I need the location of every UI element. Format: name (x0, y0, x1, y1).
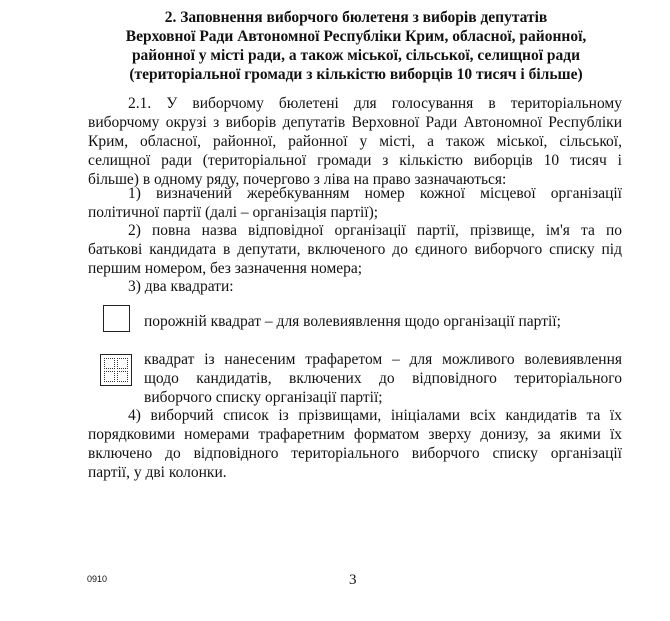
text-line: порядковими номерами трафаретним форматом зверху донизу, за якими їх (88, 426, 622, 443)
text-line: батькові кандидата в депутати, включеного до єдиного виборчого списку під (88, 241, 622, 258)
text-line: Крим, обласної, районної, районної у місті, а також міської, сільської, (88, 133, 622, 150)
text-line: порожній квадрат – для волевиявлення щодо організації партії; (144, 313, 561, 330)
text-line: партії, у дві колонки. (88, 464, 227, 481)
heading-line: (територіальної громади з кількістю виборців 10 тисяч і більше) (129, 66, 583, 83)
text-line: селищної ради (територіальної громади з кількістю виборців 10 тисяч і (88, 152, 622, 169)
list-item-3 (88, 277, 622, 296)
text-line: 4) виборчий список із прізвищами, ініціалами всіх кандидатів та їх (128, 407, 622, 424)
list-item-1 (88, 184, 622, 222)
section-heading (96, 8, 616, 84)
text-line: виборчому окрузі з виборів депутатів Верховної Ради Автономної Республіки (88, 114, 622, 131)
text-line: включено до відповідного територіального виборчого списку організації (88, 445, 622, 462)
text-line: квадрат із нанесеним трафаретом – для можливого волевиявлення (144, 351, 622, 368)
empty-square-icon (103, 305, 130, 332)
heading-line: 2. Заповнення виборчого бюлетеня з виборів депутатів (164, 9, 548, 26)
text-line: першим номером, без зазначення номера; (88, 260, 363, 277)
list-item-4 (88, 406, 622, 482)
list-item-2 (88, 221, 622, 278)
text-line: 3) два квадрати: (128, 278, 234, 295)
empty-square-description (144, 312, 624, 331)
text-line: щодо кандидатів, включених до відповідного територіального (144, 370, 622, 387)
text-line: 1) визначений жеребкуванням номер кожної місцевої організації (128, 185, 622, 202)
page-number: 3 (349, 572, 357, 588)
text-line: більше) в одному ряду, почергово з ліва на право зазначаються: (88, 171, 507, 188)
heading-line: районної у місті ради, а також міської, сільської, селищної ради (131, 47, 581, 64)
document-code: 0910 (87, 574, 108, 584)
heading-line: Верховної Ради Автономної Республіки Крим, обласної, районної, (125, 28, 587, 45)
paragraph-2-1 (88, 94, 622, 189)
stencil-square-description (144, 350, 622, 407)
text-line: політичної партії (далі – організація партії); (88, 204, 379, 221)
text-line: виборчого списку організації партії; (144, 389, 383, 406)
stencil-square-icon (100, 354, 132, 386)
text-line: 2) повна назва відповідної організації партії, прізвище, ім'я та по (128, 222, 622, 239)
text-line: 2.1. У виборчому бюлетені для голосування в територіальному (128, 95, 622, 112)
